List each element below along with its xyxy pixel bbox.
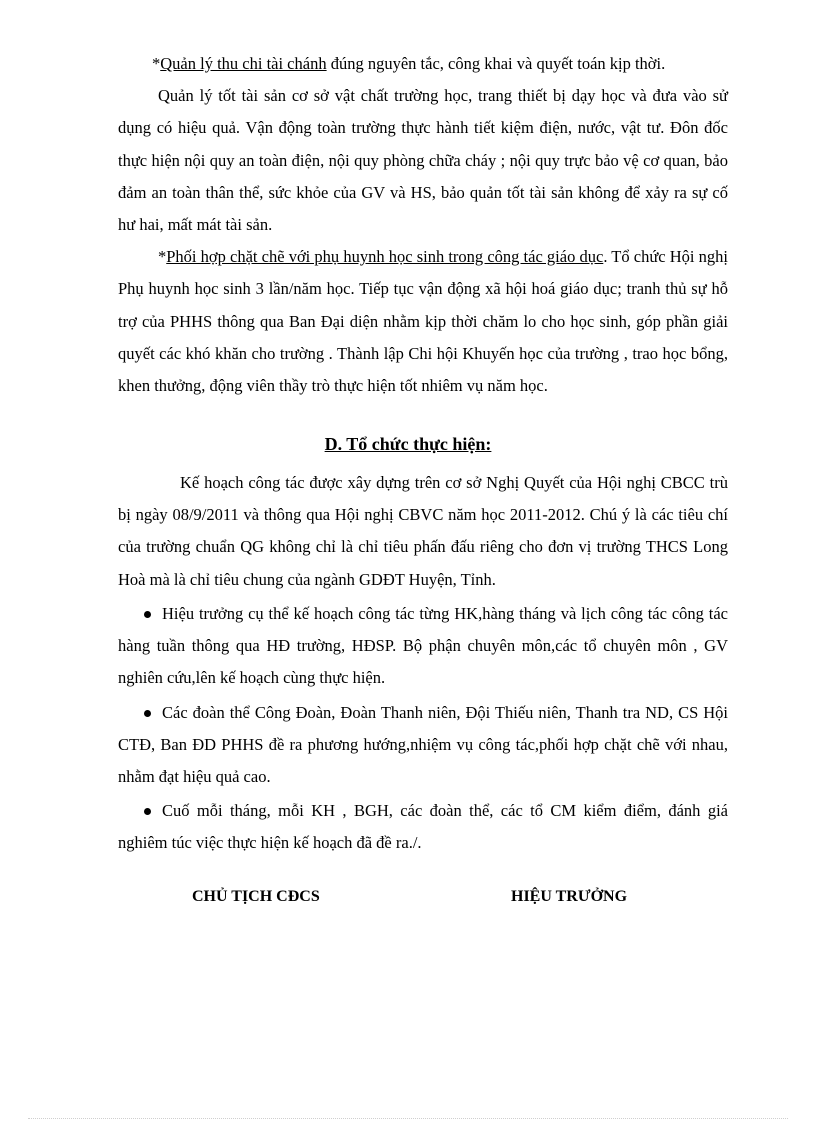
section-c-text [118, 48, 728, 402]
parents-prefix: * [158, 247, 167, 267]
section-d-intro: Kế hoạch công tác được xây dựng trên cơ sở Nghị Quyết của Hội nghị CBCC trù bị ngày 08/9/2011 và thông qua Hội nghị CBVC năm học 2011-2012. Chú ý là các tiêu chí của trường chuẩn QG không chỉ là chỉ tiêu phấn đấu riêng cho đơn vị trường THCS Long Hoà mà là chỉ tiêu chung của ngành GDĐT Huyện, Tỉnh. [118, 473, 728, 589]
parents-paragraph [118, 241, 728, 402]
parents-text: . Tổ chức Hội nghị Phụ huynh học sinh 3 lần/năm học. Tiếp tục vận động xã hội hoá giáo dục; tranh thủ sự hỗ trợ của PHHS thông qua Ban Đại diện nhằm kịp thời chăm lo cho học sinh, góp phần giải quyết các khó khăn cho trường . Thành lập Chi hội Khuyến học của trường , trao học bổng, khen thưởng, động viên thầy trò thực hiện tốt nhiêm vụ năm học. [118, 247, 728, 396]
finance-paragraph [118, 48, 728, 80]
page-bottom-divider [28, 1118, 788, 1119]
finance-text: đúng nguyên tắc, công khai và quyết toán kịp thời. [326, 54, 666, 73]
list-item: Các đoàn thể Công Đoàn, Đoàn Thanh niên, Đội Thiếu niên, Thanh tra ND, CS Hội CTĐ, Ban ĐD PHHS đề ra phương hướng,nhiệm vụ công tác,phối hợp chặt chẽ với nhau, nhằm đạt hiệu quả cao. [118, 702, 728, 787]
list-item: Cuố mỗi tháng, mỗi KH , BGH, các đoàn thể, các tổ CM kiểm điểm, đánh giá nghiêm túc việc thực hiện kế hoạch đã đề ra./. [118, 801, 728, 853]
finance-prefix: * [152, 54, 161, 73]
list-item: Hiệu trưởng cụ thể kế hoạch công tác từng HK,hàng tháng và lịch công tác công tác hàng tuần thông qua HĐ trường, HĐSP. Bộ phận chuyên môn,các tổ chuyên môn , GV nghiên cứu,lên kế hoạch cùng thực hiện. [118, 604, 728, 688]
parents-heading: Phối hợp chặt chẽ với phụ huynh học sinh trong công tác giáo dục [166, 247, 604, 267]
implementation-list [118, 598, 728, 862]
assets-paragraph: Quản lý tốt tài sản cơ sở vật chất trường học, trang thiết bị dạy học và đưa vào sử dụng có hiệu quả. Vận động toàn trường thực hành tiết kiệm điện, nước, vật tư. Đôn đốc thực hiện nội quy an toàn điện, nội quy phòng chữa cháy ; nội quy trực bảo vệ cơ quan, bảo đảm an toàn thân thể, sức khỏe của GV và HS, bảo quản tốt tài sản không để xảy ra sự cố hư hai, mất mát tài sản. [118, 86, 728, 235]
bullet-icon [144, 611, 151, 618]
section-d-intro-block [118, 467, 728, 596]
section-d-heading: D. Tổ chức thực hiện: [324, 434, 492, 454]
bullet-icon [144, 710, 151, 717]
signature-principal: HIỆU TRƯỞNG [511, 888, 628, 905]
finance-heading: Quản lý thu chi tài chánh [160, 54, 327, 73]
signature-union-chair: CHỦ TỊCH CĐCS [192, 888, 320, 905]
